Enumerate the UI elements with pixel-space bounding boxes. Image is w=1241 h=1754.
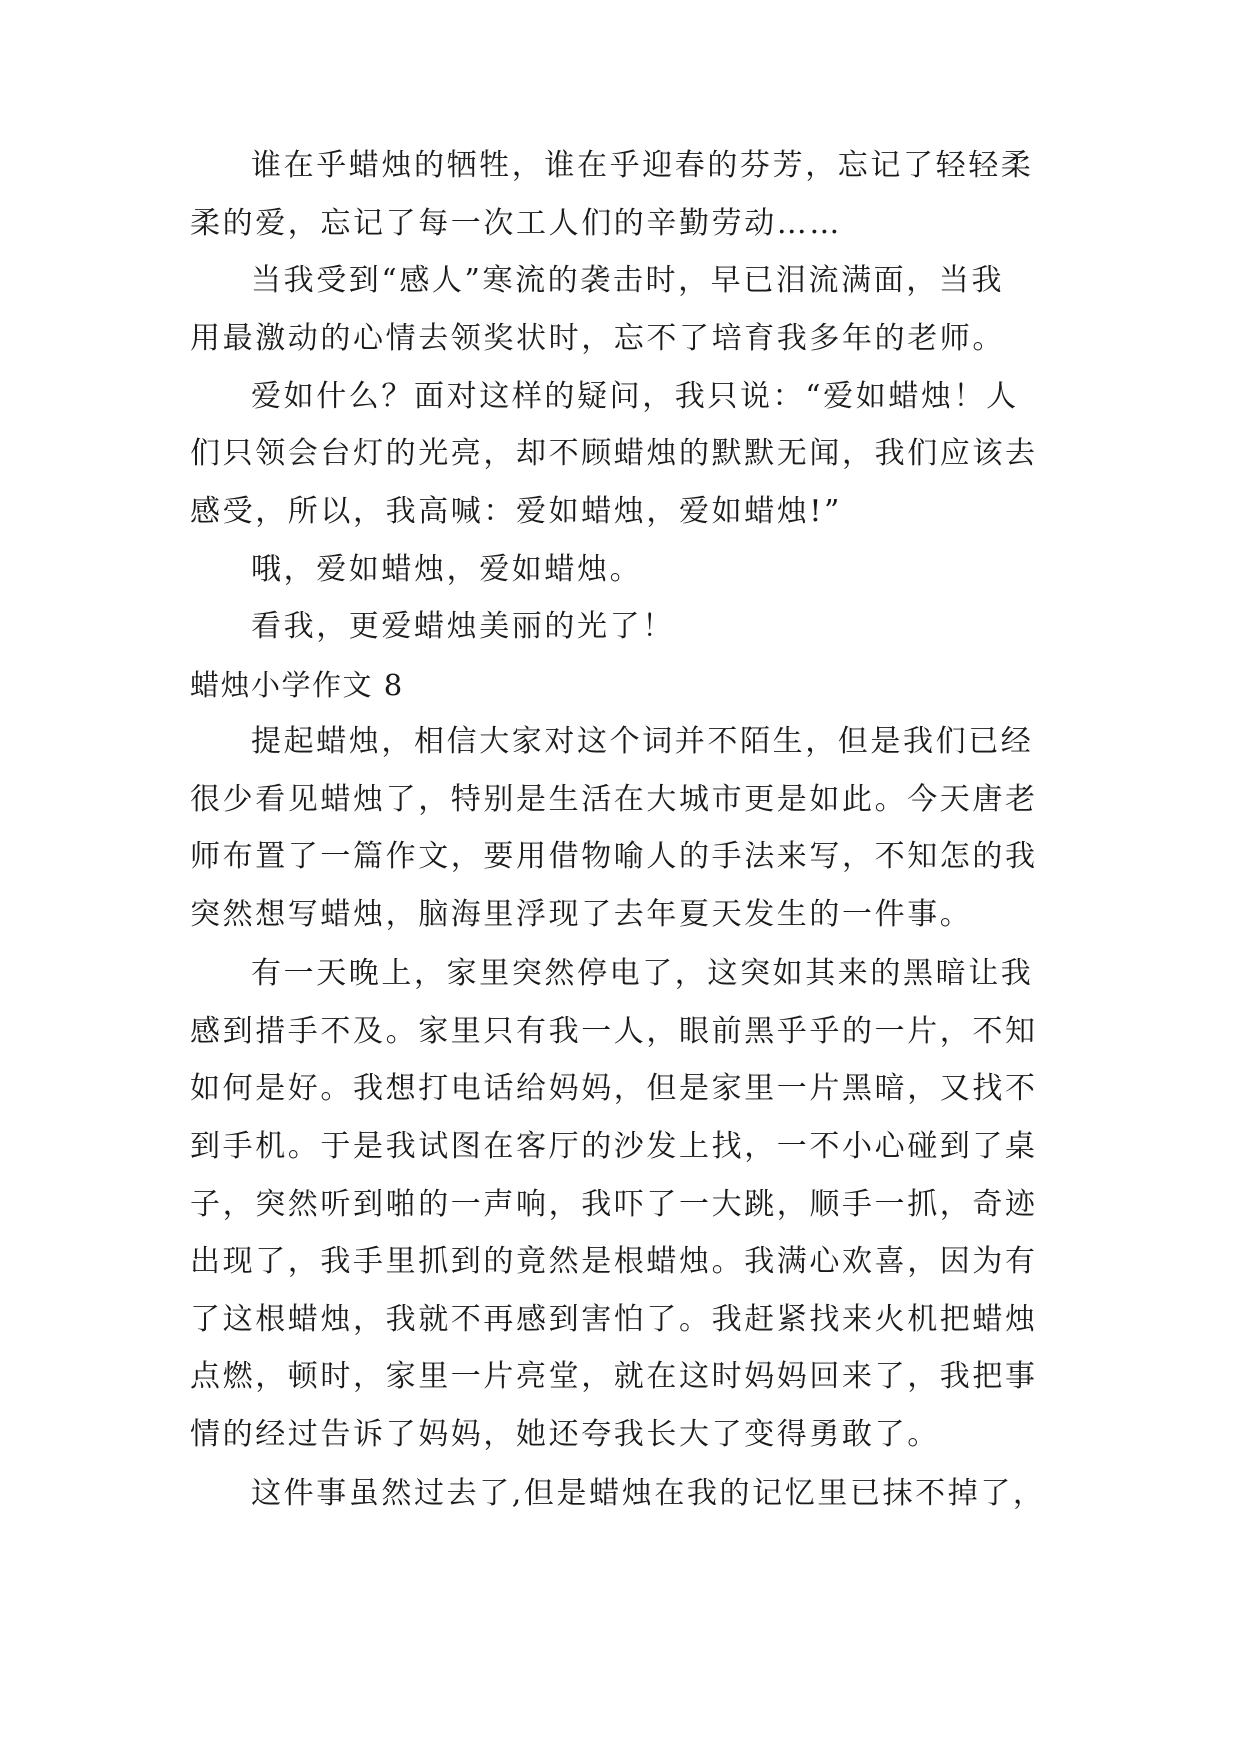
- paragraph-3-line-2: 们只领会台灯的光亮，却不顾蜡烛的默默无闻，我们应该去: [190, 436, 1038, 471]
- paragraph-2-line-1: 当我受到“感人”寒流的袭击时，早已泪流满面，当我: [251, 263, 1005, 298]
- paragraph-7-line-6: 出现了，我手里抓到的竟然是根蜡烛。我满心欢喜，因为有: [190, 1244, 1038, 1279]
- paragraph-7-line-5: 子，突然听到啪的一声响，我吓了一大跳，顺手一抓，奇迹: [190, 1187, 1038, 1222]
- section-heading: 蜡烛小学作文 8: [190, 668, 404, 702]
- paragraph-1-line-1: 谁在乎蜡烛的牺牲，谁在乎迎春的芬芳，忘记了轻轻柔: [251, 148, 1034, 183]
- paragraph-7-line-3: 如何是好。我想打电话给妈妈，但是家里一片黑暗，又找不: [190, 1071, 1038, 1106]
- paragraph-6-line-3: 师布置了一篇作文，要用借物喻人的手法来写，不知怎的我: [190, 839, 1038, 874]
- paragraph-6-line-4: 突然想写蜡烛，脑海里浮现了去年夏天发生的一件事。: [190, 897, 973, 932]
- paragraph-4-line-1: 哦，爱如蜡烛，爱如蜡烛。: [251, 552, 643, 587]
- paragraph-6-line-1: 提起蜡烛，相信大家对这个词并不陌生，但是我们已经: [251, 724, 1034, 759]
- paragraph-7-line-7: 了这根蜡烛，我就不再感到害怕了。我赶紧找来火机把蜡烛: [190, 1302, 1038, 1337]
- paragraph-7-line-4: 到手机。于是我试图在客厅的沙发上找，一不小心碰到了桌: [190, 1129, 1038, 1164]
- paragraph-5-line-1: 看我，更爱蜡烛美丽的光了！: [251, 609, 675, 644]
- paragraph-3-line-3: 感受，所以，我高喊：爱如蜡烛，爱如蜡烛!”: [190, 494, 842, 529]
- paragraph-2-line-2: 用最激动的心情去领奖状时，忘不了培育我多年的老师。: [190, 321, 1005, 356]
- paragraph-1-line-2: 柔的爱，忘记了每一次工人们的辛勤劳动……: [190, 206, 842, 241]
- paragraph-7-line-1: 有一天晚上，家里突然停电了，这突如其来的黑暗让我: [251, 956, 1034, 991]
- paragraph-6-line-2: 很少看见蜡烛了，特别是生活在大城市更是如此。今天唐老: [190, 782, 1038, 817]
- paragraph-7-line-2: 感到措手不及。家里只有我一人，眼前黑乎乎的一片，不知: [190, 1014, 1038, 1049]
- paragraph-7-line-8: 点燃，顿时，家里一片亮堂，就在这时妈妈回来了，我把事: [190, 1359, 1038, 1394]
- paragraph-3-line-1: 爱如什么？面对这样的疑问，我只说：“爱如蜡烛！人: [251, 379, 1019, 414]
- paragraph-7-line-9: 情的经过告诉了妈妈，她还夸我长大了变得勇敢了。: [190, 1417, 940, 1452]
- paragraph-8-line-1: 这件事虽然过去了,但是蜡烛在我的记忆里已抹不掉了，: [251, 1476, 1046, 1511]
